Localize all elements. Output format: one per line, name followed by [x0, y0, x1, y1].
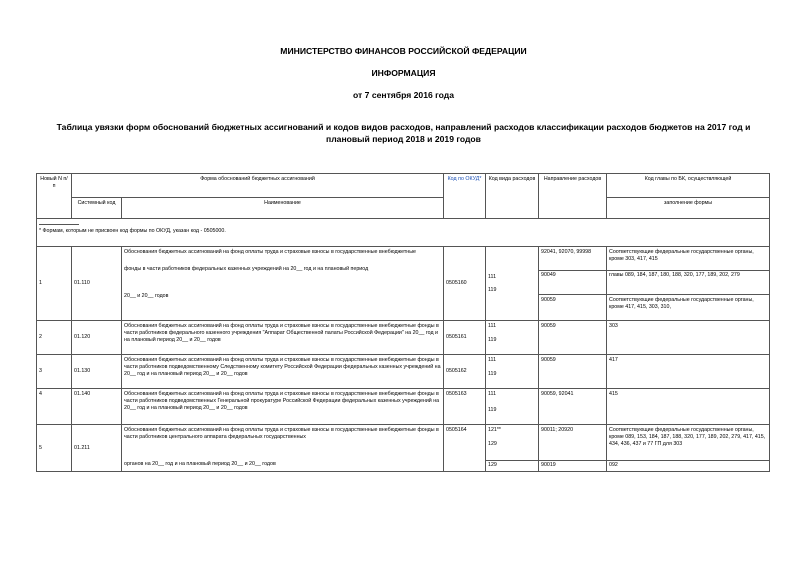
- row-glava: [607, 247, 770, 321]
- header-num: Новый N п/п: [37, 174, 72, 219]
- row-num: 4: [37, 389, 72, 425]
- row-napr: [539, 247, 607, 321]
- row-code: 01.110: [72, 247, 122, 321]
- row-napr-part: 90011; 20920: [541, 426, 574, 433]
- row-num: 3: [37, 355, 72, 389]
- row-napr: [539, 425, 607, 472]
- row-okud: 0505163: [444, 389, 486, 425]
- row-napr-part: 90019: [539, 460, 606, 470]
- row-name: Обоснования бюджетных ассигнований на фонд оплаты труда и страховые взносы в государственные внебюджетные фонды в части работников федерального казенного учреждения "Аппарат Общественной палаты Российской Федерации" на 20__ год и на плановый период 20__ и 20__ годов: [122, 321, 444, 355]
- table-row: [37, 355, 770, 389]
- document-date: от 7 сентября 2016 года: [353, 90, 454, 100]
- note-divider: [39, 224, 79, 225]
- header-name: Наименование: [122, 198, 444, 219]
- row-vid-part: 111: [488, 356, 497, 363]
- row-vid-part: 129: [488, 440, 497, 447]
- row-code: 01.120: [72, 321, 122, 355]
- row-glava: 415: [607, 389, 770, 425]
- row-glava-part: главы 089, 184, 187, 180, 188, 320, 177, 189, 202, 279: [607, 270, 769, 293]
- table-note-row: [37, 219, 770, 247]
- row-num: 1: [37, 247, 72, 321]
- header-form-group: Форма обоснований бюджетных ассигнований: [72, 174, 444, 198]
- row-vid-part: 111: [488, 273, 497, 280]
- row-name: Обоснования бюджетных ассигнований на фонд оплаты труда и страховые взносы в государственные внебюджетные фонды в части работников подведомственных Генеральной прокуратуре Российской Федерации федеральных казенных учреждений на 20__ год и на плановый период 20__ и 20__ годов: [122, 389, 444, 425]
- row-glava: 303: [607, 321, 770, 355]
- row-name-part: 20__ и 20__ годов: [124, 292, 169, 299]
- row-napr: 90059: [539, 321, 607, 355]
- row-name: [122, 425, 444, 472]
- row-name: Обоснования бюджетных ассигнований на фонд оплаты труда и страховые взносы в государственные внебюджетные фонды в части работников подведомственному Следственному комитету Российской Федерации федеральных казенных учреждений на 20__ год и на плановый период 20__ и 20__ годов: [122, 355, 444, 389]
- forms-table: [36, 173, 770, 472]
- row-vid-part: 111: [488, 322, 497, 329]
- row-vid: [486, 425, 539, 472]
- okud-link[interactable]: Код по ОКУД*: [447, 175, 482, 182]
- row-num: 5: [37, 425, 72, 472]
- row-glava-part: Соответствующие федеральные государственные органы, кроме 417, 415, 303, 310,: [607, 294, 769, 311]
- document-type: ИНФОРМАЦИЯ: [371, 68, 436, 78]
- row-vid-part: 119: [488, 336, 497, 343]
- row-okud: 0505160: [444, 247, 486, 321]
- row-napr-part: 90049: [539, 270, 606, 293]
- row-code: 01.211: [72, 425, 122, 472]
- row-glava-part: 092: [607, 460, 769, 470]
- table-row: [37, 425, 770, 472]
- row-vid-part: 121**: [488, 426, 501, 433]
- row-vid: [486, 247, 539, 321]
- row-glava: 417: [607, 355, 770, 389]
- row-name: [122, 247, 444, 321]
- header-napr: Направление расходов: [539, 174, 607, 219]
- note-text: * Формам, которым не присвоен код формы по ОКУД, указан код - 0505000.: [39, 227, 226, 234]
- row-name-part: органов на 20__ год и на плановый период 20__ и 20__ годов: [124, 460, 276, 467]
- row-glava: [607, 425, 770, 472]
- row-vid-part: 129: [486, 460, 538, 470]
- row-vid-part: 119: [488, 406, 497, 413]
- row-vid-part: 119: [488, 286, 497, 293]
- row-code: 01.130: [72, 355, 122, 389]
- table-row: [37, 247, 770, 321]
- row-napr-part: 92041, 92070, 99998: [541, 248, 592, 255]
- header-okud: [444, 174, 486, 219]
- header-glava: Код главы по БК, осуществляющей: [607, 174, 770, 198]
- row-name-part: Обоснования бюджетных ассигнований на фонд оплаты труда и страховые взносы в государственные внебюджетные фонды в части работников центрального аппарата федеральных государственных: [124, 426, 439, 440]
- table-header-row: [37, 174, 770, 198]
- table-note: [37, 219, 770, 247]
- table-row: [37, 389, 770, 425]
- header-vid: Код вида расходов: [486, 174, 539, 219]
- row-glava-part: Соответствующие федеральные государственные органы, кроме 089, 153, 184, 187, 188, 320, 177, 189, 202, 279, 417, 415, 434, 436, 437 и 77 ГП для 303: [609, 426, 766, 447]
- row-okud: 0505161: [444, 321, 486, 355]
- row-code: 01.140: [72, 389, 122, 425]
- header-sys-code: Системный код: [72, 198, 122, 219]
- header-glava-sub: заполнение формы: [607, 198, 770, 219]
- row-vid: [486, 321, 539, 355]
- row-napr: 90059: [539, 355, 607, 389]
- ministry-title: МИНИСТЕРСТВО ФИНАНСОВ РОССИЙСКОЙ ФЕДЕРАЦИИ: [280, 46, 527, 56]
- row-okud: 0505162: [444, 355, 486, 389]
- table-row: [37, 321, 770, 355]
- row-napr-part: 90059: [539, 294, 606, 304]
- document-title: Таблица увязки форм обоснований бюджетных ассигнований и кодов видов расходов, направлений расходов классификации расходов бюджетов на 2017 год и плановый период 2018 и 2019 годов: [56, 122, 751, 144]
- row-vid: [486, 355, 539, 389]
- row-glava-part: Соответствующие федеральные государственные органы, кроме 303, 417, 415: [609, 248, 754, 262]
- row-vid: [486, 389, 539, 425]
- row-napr: 90059, 92041: [539, 389, 607, 425]
- table-subheader-row: [37, 198, 770, 219]
- row-num: 2: [37, 321, 72, 355]
- row-name-part: Обоснования бюджетных ассигнований на фонд оплаты труда и страховые взносы в государственные внебюджетные: [124, 248, 416, 255]
- row-name-part: фонды в части работников федеральных казенных учреждений на 20__ год и на плановый период: [124, 265, 369, 272]
- row-vid-part: 119: [488, 370, 497, 377]
- row-vid-part: 111: [488, 390, 497, 397]
- row-okud: 0505164: [444, 425, 486, 472]
